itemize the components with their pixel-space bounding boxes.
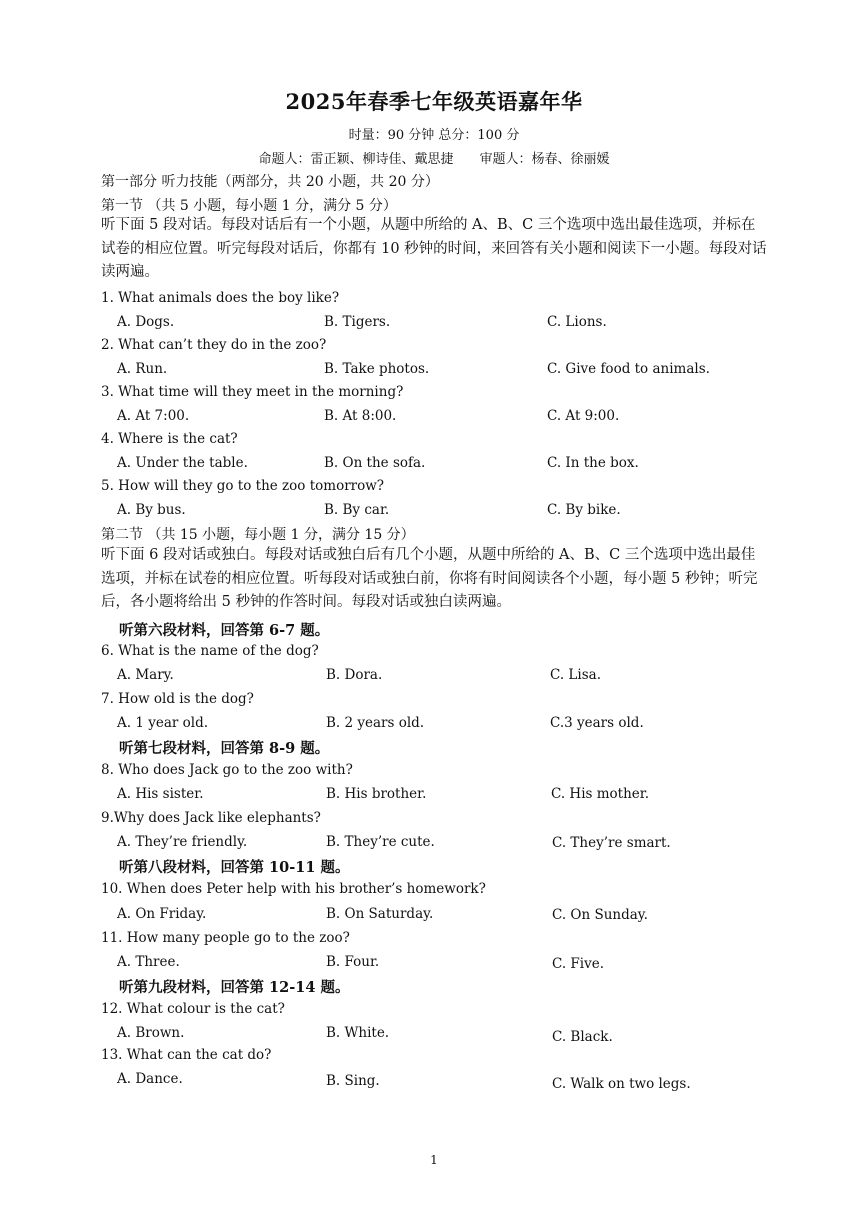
q4-option-b: B. On the sofa. — [324, 455, 426, 471]
q4-option-a: A. Under the table. — [117, 455, 248, 471]
page-number: 1 — [430, 1153, 438, 1167]
subheading-passage-6: 听第六段材料，回答第 6-7 题。 — [119, 622, 330, 639]
q3-option-b: B. At 8:00. — [324, 408, 397, 424]
q5-option-b: B. By car. — [324, 502, 390, 518]
q8-option-c: C. His mother. — [551, 786, 650, 802]
subheading-passage-8: 听第八段材料，回答第 10-11 题。 — [119, 859, 350, 876]
q12-option-c: C. Black. — [552, 1029, 613, 1045]
q9-option-c: C. They’re smart. — [552, 835, 671, 851]
q7-option-a: A. 1 year old. — [117, 715, 208, 731]
time-score-line: 时量：90 分钟 总分：100 分 — [348, 128, 520, 143]
question-4: 4. Where is the cat? — [101, 431, 238, 447]
q2-option-a: A. Run. — [117, 361, 168, 377]
question-1: 1. What animals does the boy like? — [101, 290, 340, 306]
q11-option-a: A. Three. — [117, 954, 180, 970]
q13-option-a: A. Dance. — [117, 1071, 183, 1087]
part1-heading: 第一部分 听力技能（两部分，共 20 小题，共 20 分） — [101, 174, 439, 190]
question-13: 13. What can the cat do? — [101, 1047, 272, 1063]
question-2: 2. What can’t they do in the zoo? — [101, 337, 327, 353]
q6-option-c: C. Lisa. — [550, 667, 601, 683]
q2-option-b: B. Take photos. — [324, 361, 430, 377]
q5-option-a: A. By bus. — [117, 502, 186, 518]
question-10: 10. When does Peter help with his brother’s homework? — [101, 881, 486, 897]
q6-option-a: A. Mary. — [117, 667, 174, 683]
question-9: 9.Why does Jack like elephants? — [101, 810, 321, 826]
document-title: 2025年春季七年级英语嘉年华 — [285, 89, 583, 114]
q1-option-a: A. Dogs. — [117, 314, 175, 330]
q10-option-c: C. On Sunday. — [552, 907, 648, 923]
q9-option-b: B. They’re cute. — [326, 834, 435, 850]
question-5: 5. How will they go to the zoo tomorrow? — [101, 478, 385, 494]
q3-option-a: A. At 7:00. — [117, 408, 190, 424]
section1-heading: 第一节 （共 5 小题，每小题 1 分，满分 5 分） — [101, 198, 397, 214]
question-7: 7. How old is the dog? — [101, 691, 254, 707]
section2-heading: 第二节 （共 15 小题，每小题 1 分，满分 15 分） — [101, 527, 415, 543]
q12-option-a: A. Brown. — [117, 1025, 185, 1041]
section1-instructions: 听下面 5 段对话。每段对话后有一个小题，从题中所给的 A、B、C 三个选项中选出最佳选项，并标在试卷的相应位置。听完每段对话后，你都有 10 秒钟的时间，来回答有关小题和阅读下一小题。每段对话读两遍。 — [101, 217, 767, 280]
q1-option-c: C. Lions. — [547, 314, 607, 330]
q7-option-c: C.3 years old. — [550, 715, 644, 731]
q6-option-b: B. Dora. — [326, 667, 383, 683]
q2-option-c: C. Give food to animals. — [547, 361, 710, 377]
section2-instructions: 听下面 6 段对话或独白。每段对话或独白后有几个小题，从题中所给的 A、B、C 三个选项中选出最佳选项，并标在试卷的相应位置。听每段对话或独白前，你将有时间阅读各个小题，每小题 5 秒钟；听完后，各小题将给出 5 秒钟的作答时间。每段对话或独白读两遍。 — [101, 547, 758, 610]
authors-line: 命题人：雷正颖、柳诗佳、戴思捷 审题人：杨春、徐丽媛 — [258, 152, 610, 167]
question-6: 6. What is the name of the dog? — [101, 643, 319, 659]
q10-option-b: B. On Saturday. — [326, 906, 434, 922]
question-3: 3. What time will they meet in the morning? — [101, 384, 404, 400]
q8-option-a: A. His sister. — [117, 786, 204, 802]
q13-option-c: C. Walk on two legs. — [552, 1076, 691, 1092]
question-8: 8. Who does Jack go to the zoo with? — [101, 762, 353, 778]
q7-option-b: B. 2 years old. — [326, 715, 425, 731]
question-11: 11. How many people go to the zoo? — [101, 930, 350, 946]
q10-option-a: A. On Friday. — [117, 906, 207, 922]
q13-option-b: B. Sing. — [326, 1073, 380, 1089]
q12-option-b: B. White. — [326, 1025, 390, 1041]
q1-option-b: B. Tigers. — [324, 314, 391, 330]
q4-option-c: C. In the box. — [547, 455, 639, 471]
q5-option-c: C. By bike. — [547, 502, 621, 518]
q11-option-b: B. Four. — [326, 954, 380, 970]
question-12: 12. What colour is the cat? — [101, 1001, 285, 1017]
q9-option-a: A. They’re friendly. — [117, 834, 248, 850]
q11-option-c: C. Five. — [552, 956, 605, 972]
q8-option-b: B. His brother. — [326, 786, 427, 802]
subheading-passage-9: 听第九段材料，回答第 12-14 题。 — [119, 979, 350, 996]
q3-option-c: C. At 9:00. — [547, 408, 620, 424]
subheading-passage-7: 听第七段材料，回答第 8-9 题。 — [119, 740, 330, 757]
